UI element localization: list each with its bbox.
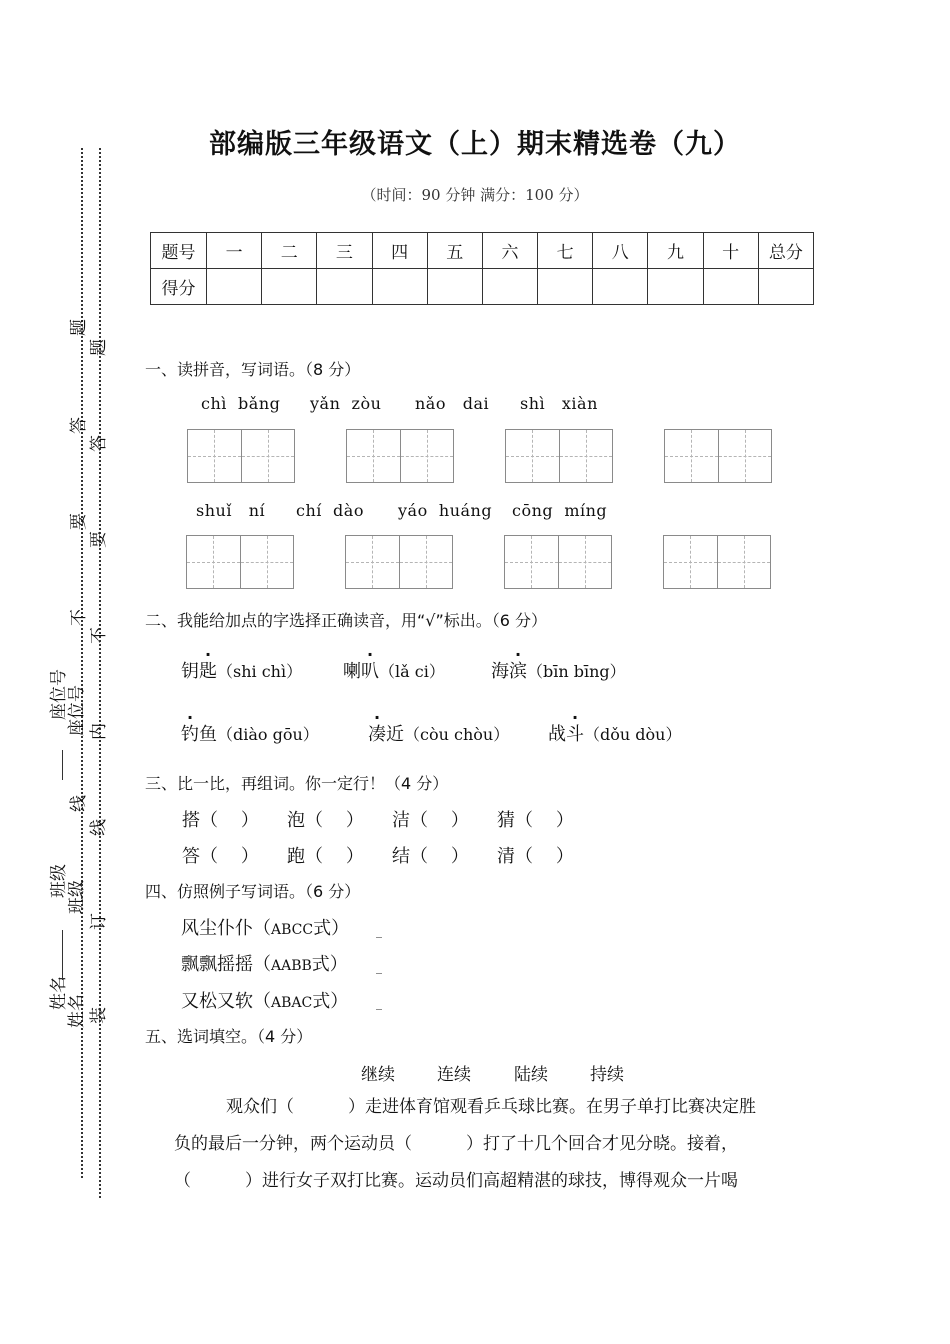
item-char: 钥	[181, 661, 199, 682]
binding-dotted-line-outer	[99, 148, 101, 1198]
pinyin-label: nǎo dai	[415, 394, 490, 413]
header-cell: 九	[648, 233, 703, 269]
pinyin-label: yǎn zòu	[310, 394, 382, 413]
pattern-suffix: 式）	[312, 991, 349, 1012]
compare-item[interactable]: 清（ ）	[497, 846, 574, 867]
score-cell[interactable]	[262, 269, 317, 305]
question-2-title: 二、我能给加点的字选择正确读音，用“√”标出。（6 分）	[145, 611, 548, 630]
score-cell[interactable]	[317, 269, 372, 305]
margin-char-ti-2: 题	[89, 339, 109, 356]
score-table-score-row	[151, 269, 814, 305]
margin-char-da-1: 答	[69, 417, 89, 434]
dotted-char: 钓	[181, 724, 199, 745]
page-title: 部编版三年级语文（上）期末精选卷（九）	[209, 129, 741, 160]
answer-blank[interactable]: _	[376, 960, 382, 974]
pattern-suffix: 式）	[313, 918, 350, 939]
header-cell: 三	[317, 233, 372, 269]
score-table	[150, 232, 814, 305]
passage-line[interactable]: 负的最后一分钟，两个运动员（ ）打了十几个回合才见分晓。接着，	[174, 1134, 739, 1154]
answer-blank[interactable]: _	[376, 996, 382, 1010]
margin-char-xian-2: 线	[89, 819, 109, 836]
writing-grid[interactable]	[504, 535, 612, 589]
pinyin-options[interactable]: （diào gōu）	[217, 725, 319, 744]
dotted-char: 叭	[361, 661, 379, 682]
pattern: AABB	[271, 958, 312, 974]
answer-blank[interactable]: _	[376, 924, 382, 938]
score-cell[interactable]	[482, 269, 537, 305]
pinyin-label: shuǐ ní	[196, 501, 266, 520]
score-cell[interactable]	[758, 269, 813, 305]
pronunciation-item	[181, 720, 319, 746]
margin-char-yao-1: 要	[69, 513, 89, 530]
dotted-char: 凑	[368, 724, 386, 745]
name-label-shadow: 姓名	[67, 994, 87, 1028]
margin-char-yao-2: 要	[89, 531, 109, 548]
pinyin-options[interactable]: （bīn bīng）	[527, 662, 626, 681]
seat-number-underline[interactable]	[62, 750, 64, 780]
margin-char-bu-1: 不	[69, 609, 89, 626]
example-word-item: 飘飘摇摇（AABB式）	[181, 954, 348, 975]
pronunciation-item	[548, 720, 681, 746]
word-option: 陆续	[514, 1065, 548, 1085]
pronunciation-item	[181, 657, 302, 683]
header-cell: 一	[207, 233, 262, 269]
score-cell[interactable]	[593, 269, 648, 305]
example-word-item: 又松又软（ABAC式）	[181, 991, 349, 1012]
compare-item[interactable]: 泡（ ）	[287, 810, 364, 831]
header-cell: 总分	[758, 233, 813, 269]
header-cell: 四	[372, 233, 427, 269]
item-char: 战	[548, 724, 566, 745]
passage-line[interactable]: 观众们（ ）走进体育馆观看乒乓球比赛。在男子单打比赛决定胜	[226, 1097, 757, 1117]
header-cell: 五	[427, 233, 482, 269]
compare-item[interactable]: 搭（ ）	[182, 810, 259, 831]
pattern: ABAC	[271, 995, 313, 1011]
dotted-char: 滨	[509, 661, 527, 682]
header-cell: 七	[538, 233, 593, 269]
header-cell: 八	[593, 233, 648, 269]
item-char: 海	[491, 661, 509, 682]
question-4-title: 四、仿照例子写词语。（6 分）	[145, 882, 361, 901]
pinyin-options[interactable]: （lǎ ci）	[379, 662, 445, 681]
question-5-title: 五、选词填空。（4 分）	[145, 1027, 313, 1046]
writing-grid[interactable]	[345, 535, 453, 589]
score-cell[interactable]	[703, 269, 758, 305]
margin-char-bu-2: 不	[89, 627, 109, 644]
score-cell[interactable]	[648, 269, 703, 305]
compare-item[interactable]: 结（ ）	[392, 846, 469, 867]
name-label: 姓名	[49, 976, 69, 1010]
example-word-item: 风尘仆仆（ABCC式）	[181, 918, 350, 939]
score-table-header-row	[151, 233, 814, 269]
score-cell[interactable]	[207, 269, 262, 305]
pronunciation-item	[491, 657, 626, 683]
example-word: 风尘仆仆	[181, 918, 253, 939]
writing-grid[interactable]	[346, 429, 454, 483]
example-word: 飘飘摇摇	[181, 954, 253, 975]
pinyin-options[interactable]: （còu chòu）	[404, 725, 510, 744]
compare-item[interactable]: 跑（ ）	[287, 846, 364, 867]
margin-char-xian-1: 线	[69, 795, 89, 812]
margin-char-da-2: 答	[89, 435, 109, 452]
margin-char-ding: 订	[89, 913, 109, 930]
class-label: 班级	[49, 864, 69, 898]
word-option: 连续	[437, 1065, 471, 1085]
pinyin-label: yáo huáng	[398, 501, 493, 520]
pattern-suffix: 式）	[311, 954, 348, 975]
header-cell: 二	[262, 233, 317, 269]
seat-number-label-shadow: 座位号	[67, 685, 87, 736]
writing-grid[interactable]	[186, 535, 294, 589]
pronunciation-item	[368, 720, 509, 746]
dotted-char: 匙	[199, 661, 217, 682]
margin-char-ti-1: 题	[69, 319, 89, 336]
score-cell[interactable]	[372, 269, 427, 305]
writing-grid[interactable]	[187, 429, 295, 483]
item-char: 喇	[343, 661, 361, 682]
margin-char-nei: 内	[89, 723, 109, 740]
dotted-char: 斗	[566, 724, 584, 745]
exam-info: （时间：90 分钟 满分：100 分）	[361, 186, 589, 204]
word-option: 持续	[590, 1065, 624, 1085]
pinyin-label: chí dào	[296, 501, 364, 520]
writing-grid[interactable]	[505, 429, 613, 483]
pinyin-label: chì bǎng	[201, 394, 281, 413]
class-label-shadow: 班级	[67, 880, 87, 914]
margin-char-zhuang: 装	[89, 1007, 109, 1024]
class-underline[interactable]	[62, 930, 64, 980]
score-cell[interactable]	[538, 269, 593, 305]
seat-number-label: 座位号	[49, 669, 69, 720]
pinyin-label: shì xiàn	[520, 394, 598, 413]
header-cell: 六	[482, 233, 537, 269]
pronunciation-item	[343, 657, 445, 683]
writing-grid[interactable]	[664, 429, 772, 483]
score-cell[interactable]	[427, 269, 482, 305]
question-1-title: 一、读拼音，写词语。（8 分）	[145, 360, 361, 379]
item-char: 鱼	[199, 724, 217, 745]
pinyin-options[interactable]: （shi chì）	[217, 662, 303, 681]
pinyin-label: cōng míng	[512, 501, 608, 520]
compare-item[interactable]: 答（ ）	[182, 846, 259, 867]
word-option: 继续	[361, 1065, 395, 1085]
header-cell: 十	[703, 233, 758, 269]
passage-line[interactable]: （ ）进行女子双打比赛。运动员们高超精湛的球技，博得观众一片喝	[174, 1171, 739, 1191]
pattern: ABCC	[271, 922, 314, 938]
compare-item[interactable]: 猜（ ）	[497, 810, 574, 831]
score-row-label: 得分	[151, 269, 207, 305]
pinyin-options[interactable]: （dǒu dòu）	[584, 725, 682, 744]
example-word: 又松又软	[181, 991, 253, 1012]
writing-grid[interactable]	[663, 535, 771, 589]
question-3-title: 三、比一比，再组词。你一定行！（4 分）	[145, 774, 449, 793]
item-char: 近	[386, 724, 404, 745]
header-cell: 题号	[151, 233, 207, 269]
compare-item[interactable]: 洁（ ）	[392, 810, 469, 831]
